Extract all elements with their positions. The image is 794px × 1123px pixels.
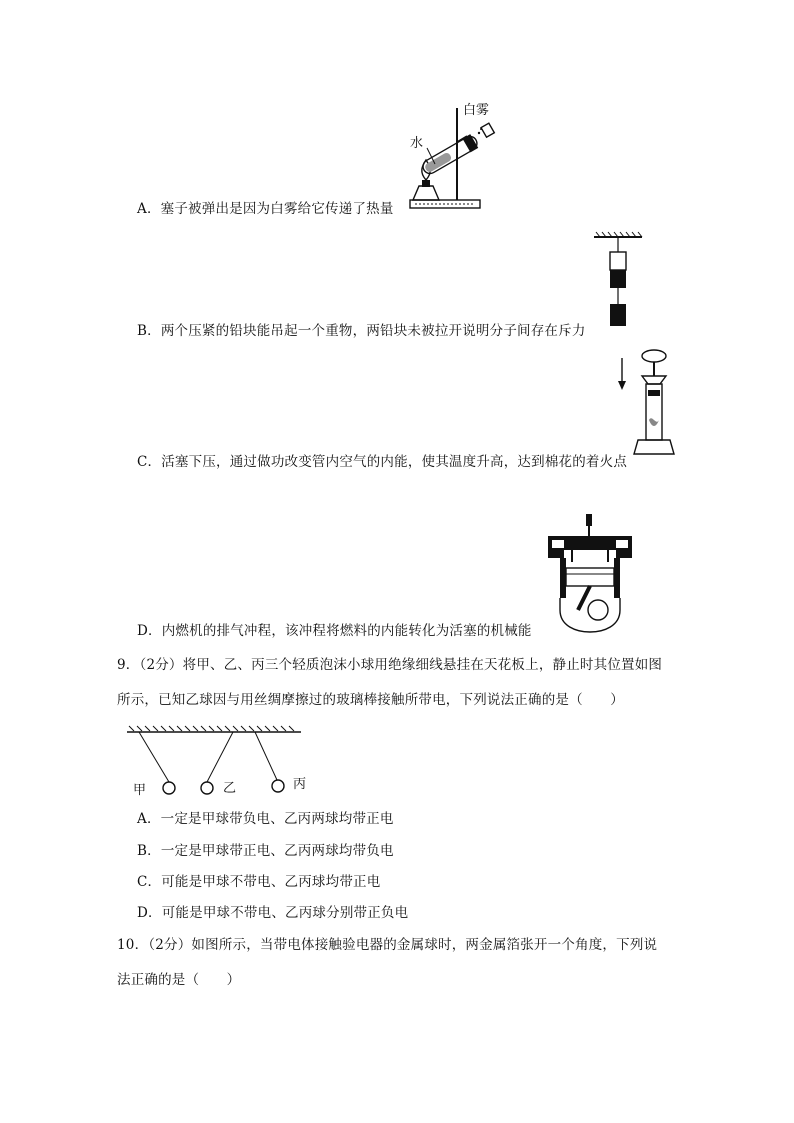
q9-option-a: A．一定是甲球带负电、乙丙两球均带正电 xyxy=(137,811,394,827)
figure-piston-cotton xyxy=(616,348,678,460)
q10-stem-line2: 法正确的是（ ） xyxy=(117,972,241,988)
q9-option-c: C．可能是甲球不带电、乙丙球均带正电 xyxy=(137,874,381,890)
figure-test-tube-cork xyxy=(405,100,500,212)
label-water: 水 xyxy=(410,136,424,151)
q9-option-b: B．一定是甲球带正电、乙丙两球均带负电 xyxy=(137,843,394,859)
figure-lead-blocks xyxy=(592,232,644,332)
label-white-fog: 白雾 xyxy=(463,103,490,118)
figure-three-balls xyxy=(125,726,305,798)
q8-option-b: B．两个压紧的铅块能吊起一个重物，两铅块未被拉开说明分子间存在斥力 xyxy=(137,323,586,339)
label-jia: 甲 xyxy=(133,783,147,798)
q10-stem-line1: 10．（2分）如图所示，当带电体接触验电器的金属球时，两金属箔张开一个角度，下列说 xyxy=(117,937,658,953)
q8-option-d: D．内燃机的排气冲程，该冲程将燃料的内能转化为活塞的机械能 xyxy=(137,623,532,639)
label-bing: 丙 xyxy=(293,777,307,792)
q8-option-a: A．塞子被弹出是因为白雾给它传递了热量 xyxy=(137,201,394,217)
label-yi: 乙 xyxy=(223,781,237,796)
q9-stem-line1: 9．（2分）将甲、乙、丙三个轻质泡沫小球用绝缘细线悬挂在天花板上，静止时其位置如图 xyxy=(117,657,663,673)
q8-option-c: C．活塞下压，通过做功改变管内空气的内能，使其温度升高，达到棉花的着火点 xyxy=(137,454,628,470)
q9-option-d: D．可能是甲球不带电、乙丙球分别带正负电 xyxy=(137,905,409,921)
q9-stem-line2: 所示，已知乙球因与用丝绸摩擦过的玻璃棒接触所带电，下列说法正确的是（ ） xyxy=(117,692,624,708)
figure-engine-cylinder xyxy=(546,514,634,632)
